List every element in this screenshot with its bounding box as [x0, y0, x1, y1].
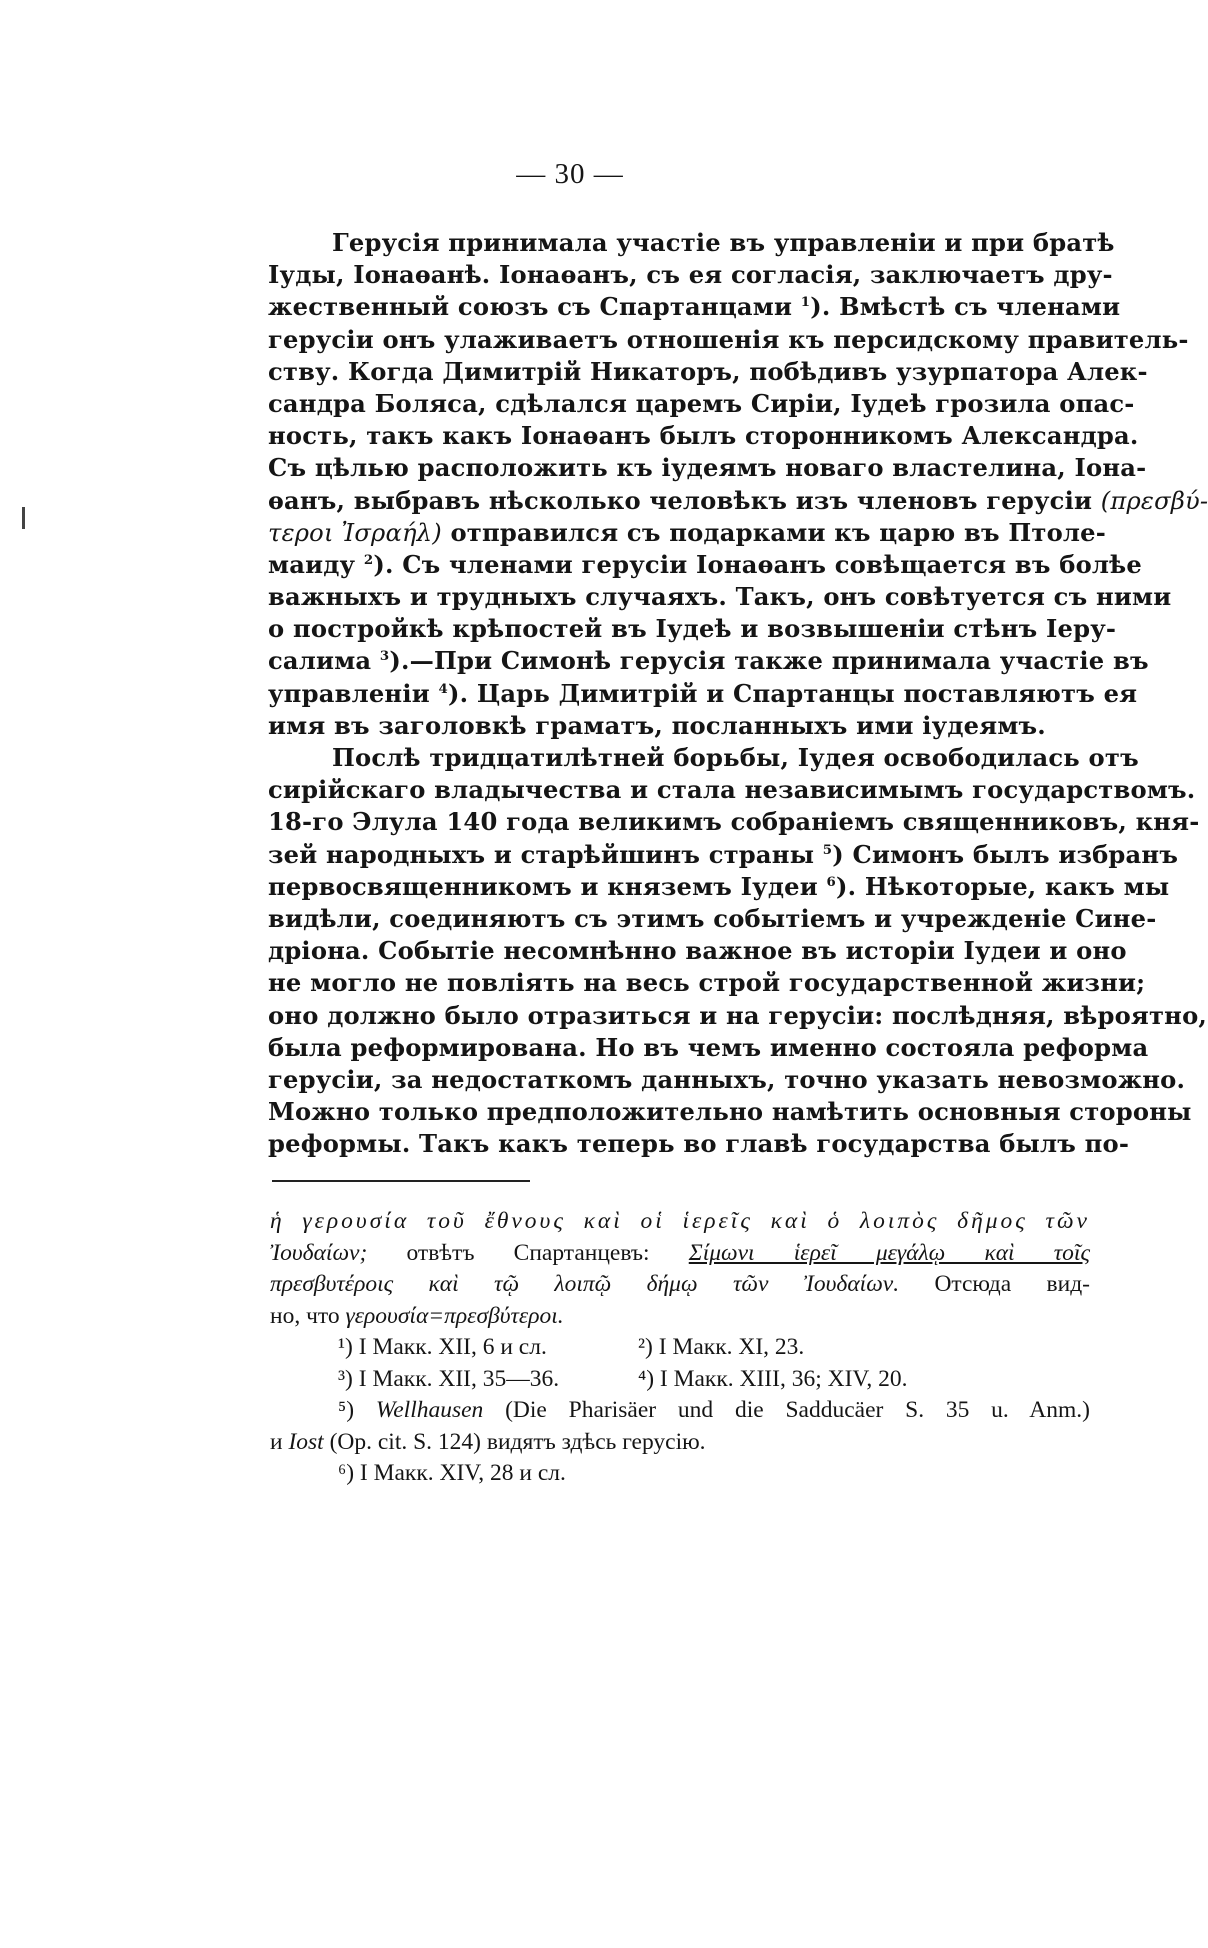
footnotes — [270, 1206, 1090, 1490]
text-line: сирійскаго владычества и стала независимымъ государствомъ. — [268, 775, 1196, 805]
footnote-line — [270, 1269, 1090, 1301]
text-line — [268, 839, 1179, 871]
text-line: имя въ заголовкѣ граматъ, посланныхъ ими іудеямъ. — [268, 710, 1046, 740]
text-segment: ). Царь Димитрій и Спартанцы поставляютъ ея — [447, 678, 1138, 708]
text-line — [268, 485, 1208, 517]
text-line: была реформирована. Но въ чемъ именно состояла реформа — [268, 1032, 1149, 1062]
text-segment: маиду — [268, 549, 356, 579]
greek-text: Σίμωνι ἱερεῖ μεγάλῳ καὶ τοῖς — [688, 1239, 1090, 1266]
footnote-ref: 3 — [379, 649, 390, 665]
text-line — [268, 678, 1138, 710]
main-text — [268, 227, 1208, 1160]
greek-text: (πρεσβύ- — [1100, 486, 1208, 515]
footnote-line — [270, 1238, 1090, 1270]
text-segment: первосвященникомъ и княземъ Іудеи — [268, 871, 818, 901]
text-segment: ) Симонъ былъ избранъ — [832, 839, 1179, 869]
text-line: 18-го Элула 140 года великимъ собраніемъ священниковъ, кня- — [268, 807, 1200, 837]
text-line: Іуды, Іонаѳанѣ. Іонаѳанъ, съ ея согласія, заключаетъ дру- — [268, 260, 1113, 290]
greek-text: τεροι Ἰσραήλ) — [268, 518, 442, 547]
footnote-ref: 4 — [438, 681, 448, 697]
text-segment: и — [270, 1428, 289, 1455]
text-line — [268, 549, 1142, 581]
text-segment: Отсюда вид- — [899, 1271, 1090, 1297]
author-name: Iost — [288, 1428, 324, 1455]
text-segment: жественный союзъ съ Спартанцами — [268, 292, 793, 322]
footnote-ref: 2 — [363, 552, 374, 568]
text-line: ству. Когда Димитрій Никаторъ, побѣдивъ узурпатора Алек- — [268, 356, 1148, 386]
text-segment: ⁵) — [338, 1397, 376, 1423]
footnote-line — [270, 1301, 1090, 1333]
footnote-3: ³) I Макк. XII, 35—36. — [338, 1365, 560, 1392]
text-segment: отправился съ подарками къ царю въ Птоле- — [450, 517, 1106, 547]
footnote-divider — [272, 1180, 530, 1182]
text-line: не могло не повліять на весь строй государственной жизни; — [268, 968, 1146, 998]
text-line: Герусія принимала участіе въ управленіи и при братѣ — [332, 228, 1115, 257]
greek-text: Ἰουδαίων; — [270, 1239, 368, 1266]
footnote-4: ⁴) I Макк. XIII, 36; XIV, 20. — [638, 1365, 908, 1392]
text-line: важныхъ и трудныхъ случаяхъ. Такъ, онъ совѣтуется съ ними — [268, 582, 1172, 612]
text-line: оно должно было отразиться и на герусіи: послѣдняя, вѣроятно, — [268, 1000, 1208, 1030]
text-segment: ). Вмѣстѣ съ членами — [810, 292, 1121, 322]
text-segment: (Die Pharisäer und die Sadducäer S. 35 u. Anm.) — [483, 1397, 1090, 1423]
footnote-1: ¹) I Макк. XII, 6 и сл. — [338, 1334, 547, 1360]
text-segment: зей народныхъ и старѣйшинъ страны — [268, 839, 815, 869]
text-line — [268, 645, 1149, 677]
text-segment: ).—При Симонѣ герусія также принимала участіе въ — [389, 646, 1149, 676]
text-line: Послѣ тридцатилѣтней борьбы, Іудея освободилась отъ — [332, 743, 1139, 772]
footnote-2: ²) I Макк. XI, 23. — [638, 1334, 805, 1360]
footnote-line — [270, 1364, 1090, 1396]
text-line: видѣли, соединяютъ съ этимъ событіемъ и учрежденіе Сине- — [268, 903, 1157, 933]
text-line — [268, 291, 1121, 323]
text-segment: отвѣтъ Спартанцевъ: — [367, 1239, 689, 1266]
footnote-line — [270, 1206, 1090, 1238]
text-segment: но, что — [270, 1302, 346, 1329]
text-line: о постройкѣ крѣпостей въ Іудеѣ и возвышеніи стѣнъ Іеру- — [268, 614, 1117, 644]
footnote-ref: 1 — [800, 295, 811, 311]
text-line: дріона. Событіе несомнѣнно важное въ исторіи Іудеи и оно — [268, 936, 1127, 966]
text-segment: управленіи — [268, 678, 430, 708]
text-line: Съ цѣлью расположить къ іудеямъ новаго властелина, Іона- — [268, 453, 1147, 483]
footnote-ref: 5 — [822, 842, 833, 858]
footnote-line — [270, 1427, 1090, 1459]
footnote-line — [270, 1332, 1090, 1364]
text-line: Можно только предположительно намѣтить основныя стороны — [268, 1097, 1192, 1127]
text-line: реформы. Такъ какъ теперь во главѣ государства былъ по- — [268, 1129, 1130, 1159]
text-segment: ). Нѣкоторые, какъ мы — [835, 871, 1170, 901]
text-segment: ѳанъ, выбравъ нѣсколько человѣкъ изъ членовъ герусіи — [268, 485, 1093, 515]
margin-mark — [22, 507, 25, 529]
page-number: — 30 — — [516, 158, 624, 190]
text-segment: салима — [268, 646, 372, 676]
footnote-ref: 6 — [826, 874, 836, 890]
text-segment: (Op. cit. S. 124) видятъ здѣсь герусію. — [323, 1428, 706, 1455]
greek-text: πρεσβυτέροις καὶ τῷ λοιπῷ δήμῳ τῶν Ἰουδαίων. — [270, 1271, 900, 1297]
text-line — [268, 871, 1170, 903]
greek-text: γερουσία=πρεσβύτεροι. — [345, 1302, 564, 1329]
author-name: Wellhausen — [375, 1397, 484, 1423]
text-line — [268, 517, 1106, 549]
text-line: герусіи, за недостаткомъ данныхъ, точно указать невозможно. — [268, 1064, 1186, 1094]
text-line: герусіи онъ улаживаетъ отношенія къ персидскому правитель- — [268, 324, 1189, 354]
text-line: сандра Боляса, сдѣлался царемъ Сиріи, Іудеѣ грозила опас- — [268, 388, 1135, 418]
greek-text: ἡ γερουσία τοῦ ἔθνους καὶ οἱ ἱερεῖς καὶ ὁ λοιπὸς δῆμος τῶν — [270, 1208, 1090, 1234]
text-segment: ). Съ членами герусіи Іонаѳанъ совѣщается въ болѣе — [373, 549, 1142, 579]
footnote-5 — [270, 1395, 1090, 1427]
text-line: ность, такъ какъ Іонаѳанъ былъ сторонникомъ Александра. — [268, 421, 1139, 451]
footnote-6: ⁶) I Макк. XIV, 28 и сл. — [338, 1460, 566, 1486]
